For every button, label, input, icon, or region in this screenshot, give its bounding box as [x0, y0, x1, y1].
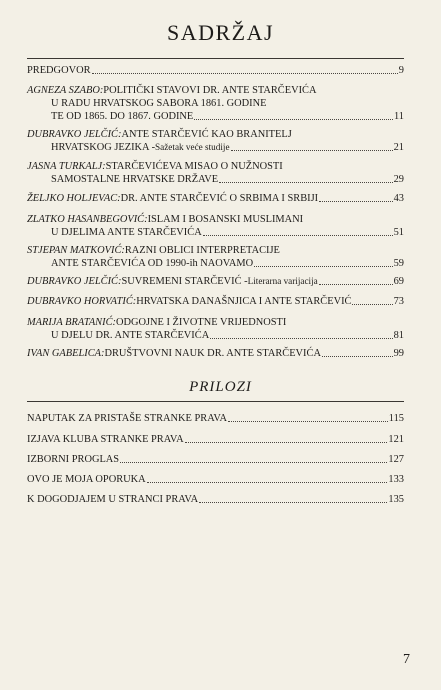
toc-entry-author: MARIJA BRATANIĆ: — [27, 317, 116, 328]
toc-entry-title: POLITIČKI STAVOVI DR. ANTE STARČEVIĆA — [103, 85, 317, 96]
appendix-entry — [27, 493, 404, 506]
toc-entry-line — [27, 173, 404, 186]
toc-entry-title: HRVATSKA DANAŠNJICA I ANTE STARČEVIĆ — [136, 296, 352, 307]
toc-entry-title: ANTE STARČEVIĆ KAO BRANITELJ — [121, 129, 292, 140]
appendix-entry-page: 135 — [388, 494, 404, 505]
toc-entry-line — [27, 257, 404, 270]
toc-entry — [27, 64, 404, 77]
toc-entry-page: 73 — [393, 296, 404, 307]
dot-leader — [322, 348, 393, 357]
toc-entry-page: 99 — [393, 348, 404, 359]
appendix-entry-line — [27, 473, 404, 486]
appendix-entry-page: 121 — [388, 434, 404, 445]
toc-entry-line — [27, 316, 404, 329]
toc-entry-page: 59 — [393, 258, 404, 269]
toc-entry-line — [27, 160, 404, 173]
toc-entry-note: Literarna varijacija — [247, 276, 318, 286]
toc-entry-line — [27, 128, 404, 141]
top-rule — [27, 58, 404, 59]
dot-leader — [120, 454, 387, 463]
toc-entry-title-cont: TE OD 1865. DO 1867. GODINE — [51, 111, 194, 122]
toc-entry-page: 69 — [393, 276, 404, 287]
toc-entry-title: DRUŠTVOVNI NAUK DR. ANTE STARČEVIĆA — [104, 348, 321, 359]
toc-entry-author: IVAN GABELICA: — [27, 348, 105, 359]
toc-entry-page: 9 — [398, 65, 404, 76]
page-number: 7 — [403, 652, 410, 667]
toc-entry — [27, 275, 404, 288]
toc-entry-title-cont: ANTE STARČEVIĆA OD 1990-ih NAOVAMO — [51, 258, 254, 269]
toc-entry-page: 21 — [393, 142, 404, 153]
dot-leader — [194, 111, 393, 120]
appendix-entry-line — [27, 433, 404, 446]
toc-entry-title: SUVREMENI STARČEVIĆ - — [121, 276, 248, 287]
toc-entry-title-cont: U RADU HRVATSKOG SABORA 1861. GODINE — [51, 98, 267, 109]
dot-leader — [352, 296, 392, 305]
toc-entry — [27, 244, 404, 270]
toc-entry-page: 81 — [393, 330, 404, 341]
toc-entry-title-cont: SAMOSTALNE HRVATSKE DRŽAVE — [51, 174, 219, 185]
toc-entry-title: STARČEVIĆEVA MISAO O NUŽNOSTI — [105, 161, 283, 172]
toc-entry-line — [27, 329, 404, 342]
appendix-rule — [27, 401, 404, 402]
toc-entry-title: RAZNI OBLICI INTERPRETACIJE — [124, 245, 280, 256]
dot-leader — [185, 434, 388, 443]
toc-entry — [27, 316, 404, 342]
toc-entry — [27, 213, 404, 239]
toc-entry-title: DR. ANTE STARČEVIĆ O SRBIMA I SRBIJI — [120, 193, 319, 204]
toc-entry-line — [27, 213, 404, 226]
appendix-entry-page: 133 — [388, 474, 404, 485]
appendix-entry — [27, 412, 404, 425]
toc-entry-author: JASNA TURKALJ: — [27, 161, 106, 172]
toc-entry-title: ISLAM I BOSANSKI MUSLIMANI — [147, 214, 304, 225]
toc-entry-line — [27, 84, 404, 97]
toc-entry-line — [27, 97, 404, 110]
toc-entry-line — [27, 244, 404, 257]
toc-entry-title-cont: U DJELIMA ANTE STARČEVIĆA — [51, 227, 202, 238]
dot-leader — [319, 193, 393, 202]
dot-leader — [319, 276, 393, 285]
dot-leader — [254, 258, 392, 267]
toc-entry-line — [27, 295, 404, 308]
dot-leader — [219, 174, 393, 183]
toc-entry-line — [27, 226, 404, 239]
toc-entry-page: 29 — [393, 174, 404, 185]
appendix-entry-title: NAPUTAK ZA PRISTAŠE STRANKE PRAVA — [27, 413, 228, 424]
toc-entry-author: STJEPAN MATKOVIĆ: — [27, 245, 125, 256]
toc-entry-page: 43 — [393, 193, 404, 204]
dot-leader — [203, 227, 393, 236]
appendix-entry-line — [27, 493, 404, 506]
appendix-entry-line — [27, 412, 404, 425]
appendix-entry-title: OVO JE MOJA OPORUKA — [27, 474, 146, 485]
dot-leader — [228, 413, 388, 422]
toc-entry-author: AGNEZA SZABO: — [27, 85, 104, 96]
toc-entry — [27, 84, 404, 123]
dot-leader — [199, 494, 387, 503]
toc-entry-line — [27, 347, 404, 360]
toc-entry-page: 51 — [393, 227, 404, 238]
toc-entry — [27, 192, 404, 205]
appendix-entry — [27, 473, 404, 486]
toc-entry-author: DUBRAVKO JELČIĆ: — [27, 276, 122, 287]
appendix-entry — [27, 453, 404, 466]
toc-entry-author: DUBRAVKO HORVATIĆ: — [27, 296, 137, 307]
toc-entry-line — [27, 64, 404, 77]
toc-entry-page: 11 — [393, 111, 404, 122]
toc-entry-title: PREDGOVOR — [27, 65, 91, 76]
toc-entry-author: ŽELJKO HOLJEVAC: — [27, 193, 121, 204]
dot-leader — [92, 65, 398, 74]
toc-entry-title-cont: HRVATSKOG JEZIKA - — [51, 142, 156, 153]
appendix-entry-title: K DOGODJAJEM U STRANCI PRAVA — [27, 494, 199, 505]
toc-entry-title: ODGOJNE I ŽIVOTNE VRIJEDNOSTI — [115, 317, 287, 328]
appendix-entry — [27, 433, 404, 446]
appendix-title: PRILOZI — [189, 379, 252, 395]
dot-leader — [147, 474, 388, 483]
appendix-entry-page: 115 — [388, 413, 404, 424]
toc-entry-line — [27, 275, 404, 288]
toc-entry-line — [27, 192, 404, 205]
toc-entry-title-cont: U DJELU DR. ANTE STARČEVIĆA — [51, 330, 210, 341]
appendix-entry-title: IZBORNI PROGLAS — [27, 454, 120, 465]
toc-entry — [27, 347, 404, 360]
toc-entry-line — [27, 110, 404, 123]
toc-entry-note: Sažetak veće studije — [155, 142, 230, 152]
toc-entry — [27, 160, 404, 186]
appendix-entry-title: IZJAVA KLUBA STRANKE PRAVA — [27, 434, 184, 445]
appendix-entry-line — [27, 453, 404, 466]
dot-leader — [231, 142, 393, 151]
toc-entry-line — [27, 141, 404, 154]
toc-entry — [27, 128, 404, 154]
appendix-entry-page: 127 — [388, 454, 404, 465]
toc-entry-author: DUBRAVKO JELČIĆ: — [27, 129, 122, 140]
toc-entry-author: ZLATKO HASANBEGOVIĆ: — [27, 214, 148, 225]
page-title: SADRŽAJ — [166, 20, 275, 45]
dot-leader — [210, 330, 392, 339]
toc-entry — [27, 295, 404, 308]
